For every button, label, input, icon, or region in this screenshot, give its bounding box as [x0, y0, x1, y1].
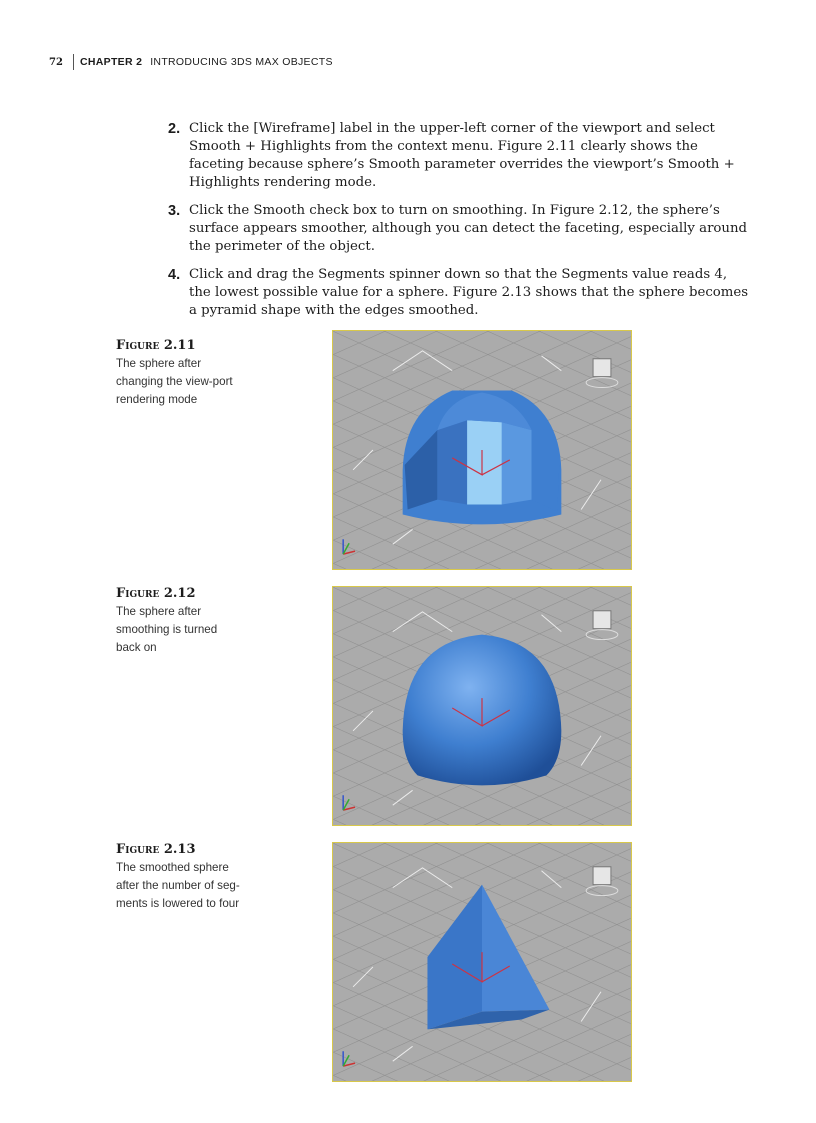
step-text: Click and drag the Segments spinner down so that the Segments value reads 4, the lowest possible value for a sphere. Figure 2.13 shows that the sphere becomes a pyramid shape with the edges smoothed. — [189, 267, 749, 318]
figure-description: The sphere after changing the view-port rendering mode — [116, 357, 233, 406]
running-header — [49, 54, 333, 70]
figure-caption — [116, 586, 244, 657]
figure-caption — [116, 842, 244, 913]
figure-label: Figure 2.11 — [116, 338, 196, 353]
step-item — [168, 120, 753, 192]
figure-label: Figure 2.12 — [116, 586, 196, 601]
step-item — [168, 202, 753, 256]
viewport-image-pyramid — [332, 842, 632, 1082]
step-text: Click the Smooth check box to turn on smoothing. In Figure 2.12, the sphere’s surface appears smoother, although you can detect the faceting, especially around the perimeter of the object. — [189, 203, 748, 254]
figure-label: Figure 2.13 — [116, 842, 196, 857]
figure-description: The sphere after smoothing is turned back on — [116, 605, 218, 654]
viewport-image-faceted — [332, 330, 632, 570]
viewport-image-smoothed — [332, 586, 632, 826]
header-divider — [73, 54, 74, 70]
chapter-title: INTRODUCING 3DS MAX OBJECTS — [150, 56, 333, 68]
step-number: 2. — [168, 121, 181, 137]
figure-caption — [116, 338, 244, 409]
step-text: Click the [Wireframe] label in the upper-left corner of the viewport and select Smooth + Highlights from the context menu. Figure 2.11 clearly shows the faceting because sphere’s Smooth parameter overrides the viewport’s Smooth + Highlights rendering mode. — [189, 121, 735, 190]
figure-description: The smoothed sphere after the number of seg-ments is lowered to four — [116, 861, 240, 910]
step-list — [168, 120, 753, 330]
chapter-label: CHAPTER 2 — [80, 56, 143, 68]
page-number: 72 — [49, 56, 63, 68]
step-item — [168, 266, 753, 320]
step-number: 4. — [168, 267, 181, 283]
step-number: 3. — [168, 203, 181, 219]
